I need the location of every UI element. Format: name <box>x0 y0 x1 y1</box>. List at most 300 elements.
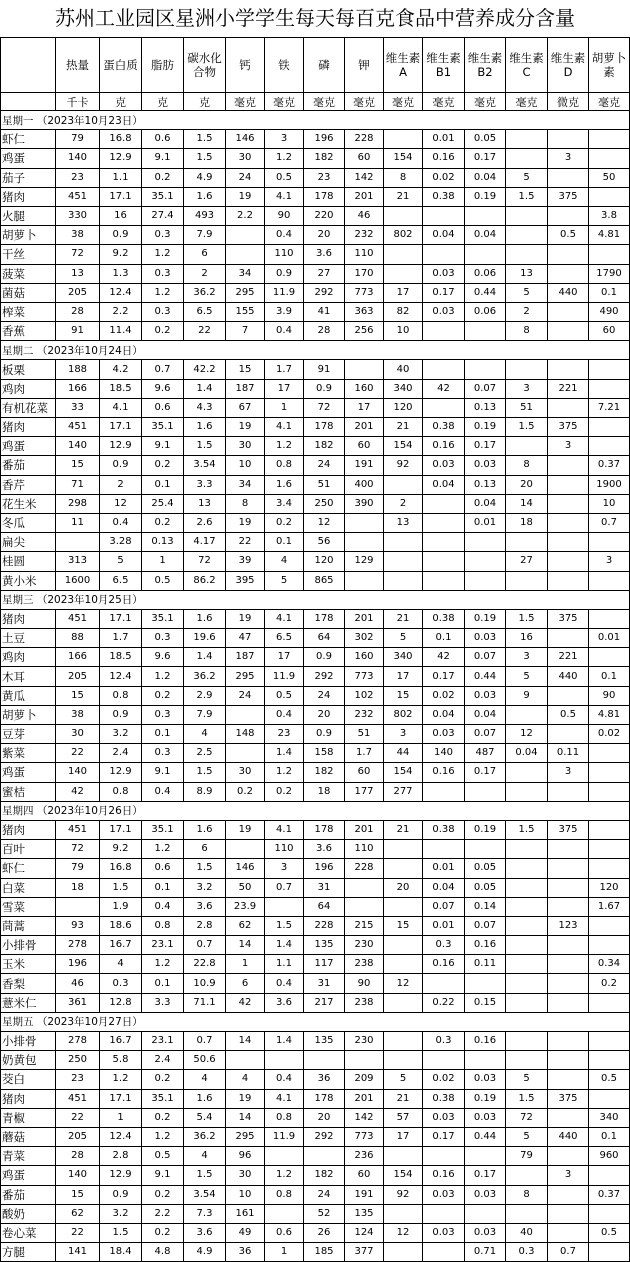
table-cell: 1.5 <box>506 820 548 839</box>
table-cell: 0.6 <box>265 1223 304 1242</box>
table-cell <box>506 1032 548 1051</box>
table-row <box>1 1051 630 1070</box>
table-cell: 46 <box>56 974 100 993</box>
header-cell: 铁 <box>265 38 304 93</box>
table-row <box>1 1147 630 1166</box>
table-cell: 42 <box>423 379 465 398</box>
table-cell <box>548 1070 589 1089</box>
table-row <box>1 494 630 513</box>
table-cell: 35.1 <box>142 609 184 628</box>
table-cell: 91 <box>304 360 345 379</box>
table-cell: 5 <box>265 571 304 590</box>
table-cell <box>589 533 630 552</box>
table-cell: 191 <box>345 1185 384 1204</box>
table-cell <box>465 322 506 341</box>
table-cell: 62 <box>226 916 265 935</box>
table-cell: 0.16 <box>465 1032 506 1051</box>
table-cell: 0.2 <box>265 782 304 801</box>
table-cell <box>589 859 630 878</box>
food-name: 茼蒿 <box>1 916 56 935</box>
table-cell <box>506 897 548 916</box>
table-cell: 0.7 <box>265 878 304 897</box>
table-cell: 3.6 <box>304 245 345 264</box>
table-cell <box>465 552 506 571</box>
table-cell: 30 <box>226 437 265 456</box>
table-cell: 3 <box>506 379 548 398</box>
table-cell: 27 <box>506 552 548 571</box>
table-cell <box>423 1204 465 1223</box>
table-cell: 23 <box>304 168 345 187</box>
header-cell: 磷 <box>304 38 345 93</box>
table-cell: 4 <box>226 1070 265 1089</box>
table-cell: 90 <box>589 686 630 705</box>
table-cell <box>548 245 589 264</box>
table-cell <box>506 705 548 724</box>
table-cell: 22 <box>184 322 226 341</box>
table-cell: 166 <box>56 648 100 667</box>
table-cell: 0.2 <box>589 974 630 993</box>
table-cell: 20 <box>304 226 345 245</box>
table-cell: 0.5 <box>142 571 184 590</box>
day-label: 星期四 （2023年10月26日） <box>1 801 630 820</box>
table-cell: 0.6 <box>142 398 184 417</box>
table-cell: 0.9 <box>304 725 345 744</box>
table-cell: 0.04 <box>465 494 506 513</box>
table-row <box>1 187 630 206</box>
food-name: 虾仁 <box>1 130 56 149</box>
table-cell: 41 <box>304 302 345 321</box>
table-row <box>1 571 630 590</box>
table-cell: 0.03 <box>465 686 506 705</box>
table-cell: 3 <box>506 648 548 667</box>
table-cell <box>423 1243 465 1262</box>
table-cell: 24 <box>226 168 265 187</box>
table-cell <box>384 552 423 571</box>
table-cell: 10.9 <box>184 974 226 993</box>
table-cell: 182 <box>304 149 345 168</box>
table-cell <box>548 840 589 859</box>
table-cell <box>589 1204 630 1223</box>
table-cell <box>345 878 384 897</box>
table-cell: 0.03 <box>465 1185 506 1204</box>
table-cell: 0.34 <box>589 955 630 974</box>
table-cell <box>589 1089 630 1108</box>
unit-cell: 克 <box>142 93 184 111</box>
table-cell: 3 <box>548 437 589 456</box>
table-cell: 19 <box>226 418 265 437</box>
table-cell <box>589 782 630 801</box>
table-cell: 96 <box>226 1147 265 1166</box>
table-cell: 0.19 <box>465 418 506 437</box>
table-cell: 1.1 <box>265 955 304 974</box>
table-cell <box>465 533 506 552</box>
table-cell: 1.4 <box>184 379 226 398</box>
unit-cell <box>1 93 56 111</box>
table-cell: 1.2 <box>142 1127 184 1146</box>
table-cell: 361 <box>56 993 100 1012</box>
table-cell: 0.9 <box>100 456 142 475</box>
table-row <box>1 686 630 705</box>
table-cell: 493 <box>184 206 226 225</box>
table-cell: 178 <box>304 418 345 437</box>
food-name: 紫菜 <box>1 744 56 763</box>
table-row <box>1 1204 630 1223</box>
table-cell: 140 <box>423 744 465 763</box>
food-name: 小排骨 <box>1 1032 56 1051</box>
table-cell: 0.16 <box>423 149 465 168</box>
table-cell: 1.7 <box>345 744 384 763</box>
table-cell: 140 <box>56 437 100 456</box>
unit-cell: 克 <box>100 93 142 111</box>
table-cell: 26 <box>304 1223 345 1242</box>
table-cell: 135 <box>304 936 345 955</box>
table-cell <box>265 897 304 916</box>
table-cell: 161 <box>226 1204 265 1223</box>
table-row <box>1 1185 630 1204</box>
table-cell: 10 <box>589 494 630 513</box>
table-cell: 9.2 <box>100 245 142 264</box>
table-cell: 0.06 <box>465 302 506 321</box>
table-cell: 52 <box>304 1204 345 1223</box>
table-row <box>1 379 630 398</box>
table-cell: 451 <box>56 187 100 206</box>
table-cell: 0.8 <box>265 1185 304 1204</box>
table-cell: 0.03 <box>423 1223 465 1242</box>
table-cell: 17.1 <box>100 1089 142 1108</box>
table-cell: 0.7 <box>184 936 226 955</box>
table-cell: 12 <box>384 974 423 993</box>
table-cell: 0.16 <box>423 437 465 456</box>
table-cell: 38 <box>56 226 100 245</box>
table-cell: 1.5 <box>184 859 226 878</box>
table-cell: 9.6 <box>142 379 184 398</box>
table-cell <box>548 1032 589 1051</box>
table-cell: 4.1 <box>265 1089 304 1108</box>
table-cell: 0.17 <box>423 283 465 302</box>
table-cell <box>589 437 630 456</box>
table-cell: 2.2 <box>226 206 265 225</box>
table-row <box>1 168 630 187</box>
table-cell: 1.2 <box>265 1166 304 1185</box>
food-name: 小排骨 <box>1 936 56 955</box>
table-cell: 6.5 <box>184 302 226 321</box>
table-cell: 4.1 <box>265 418 304 437</box>
table-cell: 23.9 <box>226 897 265 916</box>
table-cell: 2.2 <box>100 302 142 321</box>
table-cell <box>304 1147 345 1166</box>
food-name: 桂圆 <box>1 552 56 571</box>
table-row <box>1 974 630 993</box>
table-cell: 0.06 <box>465 264 506 283</box>
table-row <box>1 475 630 494</box>
day-header-row <box>1 1012 630 1031</box>
table-cell: 4.81 <box>589 226 630 245</box>
table-cell: 298 <box>56 494 100 513</box>
table-cell: 7.21 <box>589 398 630 417</box>
table-cell: 0.9 <box>304 379 345 398</box>
table-cell: 21 <box>384 609 423 628</box>
table-cell <box>548 264 589 283</box>
table-cell: 0.07 <box>465 648 506 667</box>
table-cell: 27 <box>304 264 345 283</box>
page-title: 苏州工业园区星洲小学学生每天每百克食品中营养成分含量 <box>55 6 575 30</box>
table-cell <box>506 763 548 782</box>
table-cell <box>384 897 423 916</box>
table-cell <box>384 206 423 225</box>
table-cell: 72 <box>304 398 345 417</box>
table-cell <box>589 609 630 628</box>
table-cell <box>548 974 589 993</box>
table-cell: 490 <box>589 302 630 321</box>
table-cell <box>465 782 506 801</box>
table-cell: 0.07 <box>465 379 506 398</box>
table-cell <box>548 1147 589 1166</box>
table-cell: 340 <box>384 379 423 398</box>
table-cell <box>226 705 265 724</box>
table-cell: 123 <box>548 916 589 935</box>
table-cell: 1.3 <box>100 264 142 283</box>
food-name: 猪肉 <box>1 418 56 437</box>
table-cell <box>345 571 384 590</box>
table-cell: 2 <box>506 302 548 321</box>
table-cell: 3.2 <box>184 878 226 897</box>
table-cell: 0.16 <box>423 955 465 974</box>
food-name: 雪菜 <box>1 897 56 916</box>
table-cell: 9.2 <box>100 840 142 859</box>
table-cell <box>384 264 423 283</box>
table-cell: 228 <box>345 130 384 149</box>
table-cell: 12.4 <box>100 667 142 686</box>
table-cell: 178 <box>304 1089 345 1108</box>
table-row <box>1 667 630 686</box>
table-cell: 0.22 <box>423 993 465 1012</box>
table-cell: 0.03 <box>423 1108 465 1127</box>
table-cell <box>548 322 589 341</box>
table-cell: 0.04 <box>465 168 506 187</box>
table-cell <box>506 955 548 974</box>
table-cell: 0.38 <box>423 820 465 839</box>
table-cell: 2.6 <box>184 513 226 532</box>
table-cell: 22 <box>56 1108 100 1127</box>
table-cell <box>384 245 423 264</box>
table-cell: 6 <box>184 245 226 264</box>
table-cell: 17 <box>384 283 423 302</box>
header-cell: 胡萝卜素 <box>589 38 630 93</box>
table-cell: 205 <box>56 283 100 302</box>
table-cell: 15 <box>226 360 265 379</box>
table-cell: 230 <box>345 936 384 955</box>
table-cell: 17 <box>265 379 304 398</box>
table-cell: 0.4 <box>265 705 304 724</box>
table-cell: 375 <box>548 609 589 628</box>
table-cell: 0.3 <box>142 226 184 245</box>
table-cell: 72 <box>56 840 100 859</box>
table-cell: 8 <box>506 1185 548 1204</box>
table-cell: 0.4 <box>142 897 184 916</box>
table-row <box>1 955 630 974</box>
table-cell: 47 <box>226 629 265 648</box>
day-label: 星期五 （2023年10月27日） <box>1 1012 630 1031</box>
table-cell: 278 <box>56 1032 100 1051</box>
table-cell: 1.6 <box>184 609 226 628</box>
table-cell: 8.9 <box>184 782 226 801</box>
table-cell <box>384 1051 423 1070</box>
table-cell: 1.5 <box>506 609 548 628</box>
table-cell: 11.9 <box>265 667 304 686</box>
food-name: 香芹 <box>1 475 56 494</box>
table-cell: 64 <box>304 897 345 916</box>
table-cell: 1.2 <box>100 1070 142 1089</box>
table-cell <box>506 130 548 149</box>
table-cell: 17.1 <box>100 418 142 437</box>
table-cell: 0.07 <box>423 897 465 916</box>
table-cell <box>345 360 384 379</box>
table-cell: 0.3 <box>142 264 184 283</box>
table-cell: 395 <box>226 571 265 590</box>
table-cell: 11 <box>56 513 100 532</box>
header-cell: 维生素A <box>384 38 423 93</box>
food-name: 玉米 <box>1 955 56 974</box>
table-cell: 0.4 <box>100 513 142 532</box>
table-cell: 0.02 <box>423 686 465 705</box>
table-cell: 451 <box>56 418 100 437</box>
table-cell: 0.3 <box>142 302 184 321</box>
table-cell: 90 <box>345 974 384 993</box>
table-cell: 1.5 <box>506 418 548 437</box>
table-cell: 1.5 <box>506 1089 548 1108</box>
table-cell: 0.4 <box>265 322 304 341</box>
table-cell: 0.07 <box>465 725 506 744</box>
table-cell: 20 <box>384 878 423 897</box>
table-cell: 11.9 <box>265 283 304 302</box>
table-cell: 4.81 <box>589 705 630 724</box>
food-name: 菌菇 <box>1 283 56 302</box>
table-cell: 5.4 <box>184 1108 226 1127</box>
table-cell: 51 <box>506 398 548 417</box>
table-cell: 2 <box>384 494 423 513</box>
table-cell: 12 <box>384 1223 423 1242</box>
table-cell: 50.6 <box>184 1051 226 1070</box>
food-name: 茭白 <box>1 1070 56 1089</box>
table-cell: 0.2 <box>142 456 184 475</box>
table-cell: 23 <box>265 725 304 744</box>
food-name: 黄瓜 <box>1 686 56 705</box>
table-cell: 0.9 <box>265 264 304 283</box>
table-cell: 185 <box>304 1243 345 1262</box>
table-row <box>1 322 630 341</box>
table-cell: 1.2 <box>142 283 184 302</box>
table-cell: 30 <box>226 1166 265 1185</box>
table-cell: 4 <box>265 552 304 571</box>
table-cell: 0.04 <box>506 744 548 763</box>
table-cell: 1.5 <box>184 437 226 456</box>
unit-cell: 毫克 <box>265 93 304 111</box>
food-name: 木耳 <box>1 667 56 686</box>
table-row <box>1 552 630 571</box>
table-cell <box>548 936 589 955</box>
table-cell: 0.7 <box>548 1243 589 1262</box>
table-cell: 221 <box>548 648 589 667</box>
table-cell: 67 <box>226 398 265 417</box>
table-cell: 256 <box>345 322 384 341</box>
table-cell: 17 <box>384 667 423 686</box>
food-name: 土豆 <box>1 629 56 648</box>
unit-cell: 毫克 <box>465 93 506 111</box>
table-cell: 18 <box>56 878 100 897</box>
table-cell <box>345 533 384 552</box>
table-cell: 0.5 <box>548 226 589 245</box>
table-cell: 5 <box>384 629 423 648</box>
food-name: 蘑菇 <box>1 1127 56 1146</box>
table-cell: 72 <box>56 245 100 264</box>
table-cell: 0.16 <box>423 1166 465 1185</box>
table-row <box>1 206 630 225</box>
table-cell: 3 <box>548 1166 589 1185</box>
table-cell: 865 <box>304 571 345 590</box>
table-row <box>1 398 630 417</box>
table-cell: 28 <box>56 1147 100 1166</box>
table-cell: 0.1 <box>142 725 184 744</box>
food-name: 鸡蛋 <box>1 1166 56 1185</box>
table-cell: 17 <box>384 1127 423 1146</box>
table-cell <box>506 360 548 379</box>
table-row <box>1 418 630 437</box>
table-cell: 1 <box>226 955 265 974</box>
table-row <box>1 725 630 744</box>
table-cell <box>465 360 506 379</box>
table-cell: 0.1 <box>142 878 184 897</box>
table-cell: 0.6 <box>142 859 184 878</box>
day-header-row <box>1 801 630 820</box>
table-cell: 22 <box>56 1223 100 1242</box>
table-cell: 0.04 <box>423 878 465 897</box>
table-cell: 4.1 <box>100 398 142 417</box>
table-cell <box>265 1204 304 1223</box>
table-cell: 0.1 <box>589 1127 630 1146</box>
table-row <box>1 130 630 149</box>
table-cell: 1.5 <box>265 916 304 935</box>
table-cell: 277 <box>384 782 423 801</box>
table-cell: 487 <box>465 744 506 763</box>
table-cell: 2.4 <box>142 1051 184 1070</box>
table-cell: 0.07 <box>465 916 506 935</box>
table-cell: 9.1 <box>142 763 184 782</box>
table-cell: 1.5 <box>184 130 226 149</box>
table-cell: 3 <box>589 552 630 571</box>
table-cell: 5 <box>506 667 548 686</box>
table-cell: 0.03 <box>465 456 506 475</box>
table-cell: 0.03 <box>423 264 465 283</box>
table-cell: 12.9 <box>100 437 142 456</box>
table-cell: 1.2 <box>142 955 184 974</box>
table-cell <box>226 226 265 245</box>
table-cell <box>345 1051 384 1070</box>
table-cell <box>423 360 465 379</box>
table-cell: 24 <box>304 686 345 705</box>
table-cell: 110 <box>345 840 384 859</box>
table-cell <box>384 1243 423 1262</box>
table-cell <box>465 1147 506 1166</box>
table-row <box>1 916 630 935</box>
table-cell: 0.17 <box>465 437 506 456</box>
table-cell: 18.5 <box>100 648 142 667</box>
table-cell <box>506 437 548 456</box>
table-cell: 35.1 <box>142 418 184 437</box>
food-name: 酸奶 <box>1 1204 56 1223</box>
table-cell: 9.1 <box>142 149 184 168</box>
table-cell: 4 <box>100 955 142 974</box>
table-cell: 4 <box>184 1070 226 1089</box>
